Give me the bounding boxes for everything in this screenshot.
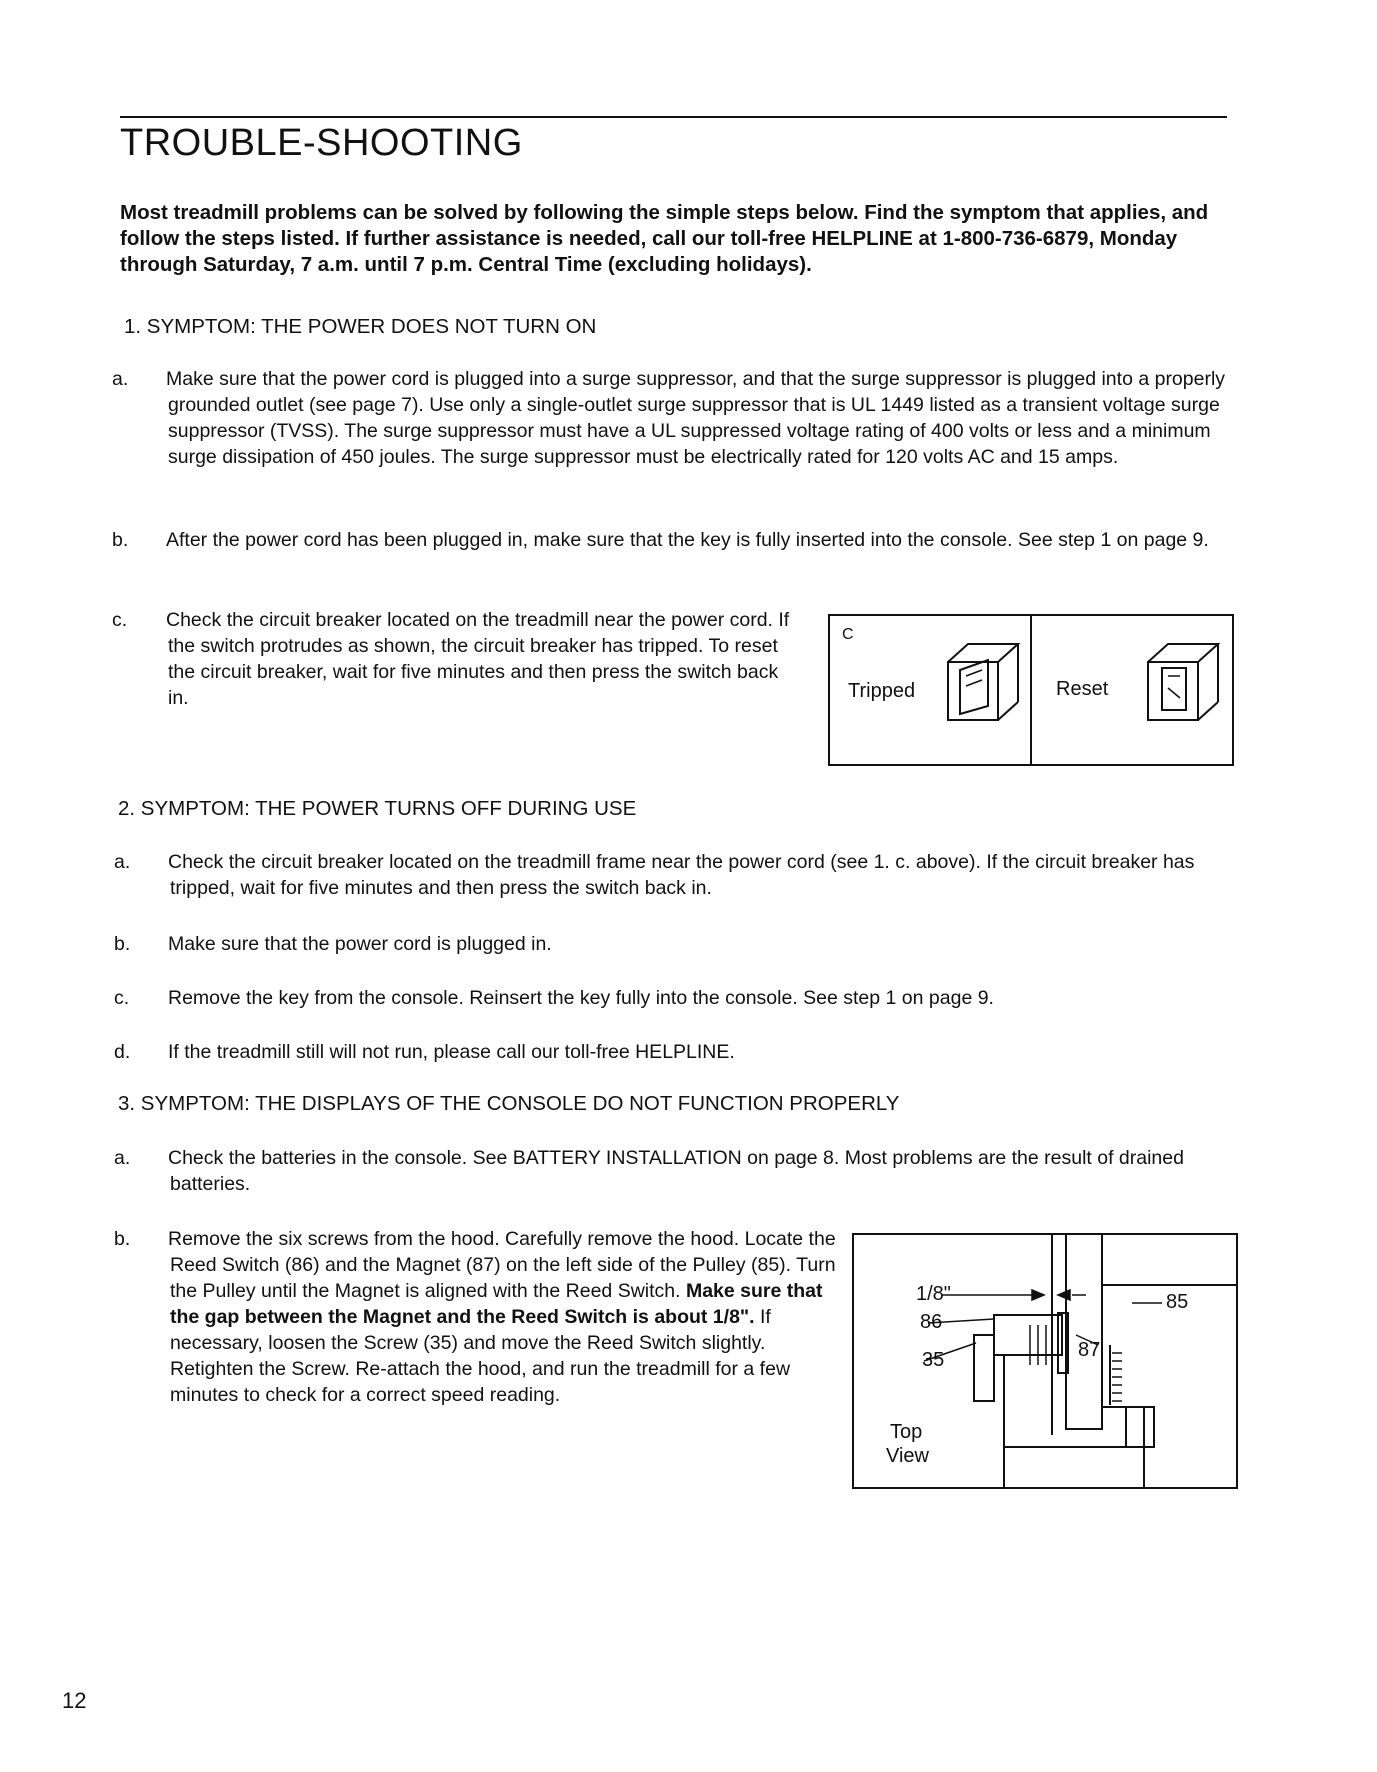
- part-35-label: 35: [922, 1349, 945, 1371]
- reed-switch-diagram: [852, 1233, 1238, 1489]
- circuit-breaker-diagram: [828, 614, 1234, 766]
- diagram-divider: [1030, 616, 1032, 764]
- part-87-label: 87: [1078, 1339, 1101, 1361]
- item-text-emphasis: Make sure that the gap between the Magnet and the Reed Switch is about 1/8".: [170, 1280, 823, 1328]
- view-label-line2: View: [886, 1445, 929, 1467]
- page-title: TROUBLE-SHOOTING: [120, 122, 523, 164]
- symptom-3-heading: 3. SYMPTOM: THE DISPLAYS OF THE CONSOLE DO NOT FUNCTION PROPERLY: [118, 1092, 900, 1115]
- item-text: Make sure that the power cord is plugged in.: [168, 933, 552, 955]
- reset-switch-icon: [1142, 640, 1222, 730]
- tripped-label: Tripped: [848, 680, 916, 702]
- item-text: If the treadmill still will not run, please call our toll-free HELPLINE.: [168, 1041, 735, 1063]
- item-marker: b.: [112, 529, 129, 551]
- symptom-3-item-b: [114, 1226, 846, 1408]
- view-label-line1: Top: [890, 1421, 923, 1443]
- symptom-3-item-a: [114, 1145, 1260, 1197]
- item-marker: c.: [112, 609, 128, 631]
- item-marker: b.: [114, 1228, 131, 1250]
- item-text-cont: If necessary, loosen the Screw (35) and move the Reed Switch slightly. Retighten the Screw. Re-attach the hood, and run the treadmill for a few minutes to check for a correct speed reading.: [170, 1306, 791, 1406]
- item-text: Check the batteries in the console. See BATTERY INSTALLATION on page 8. Most problems are the result of drained batteries.: [168, 1147, 1184, 1195]
- symptom-2-item-b: [114, 931, 1260, 957]
- item-text: Check the circuit breaker located on the treadmill near the power cord. If the switch protrudes as shown, the circuit breaker has tripped. To reset the circuit breaker, wait for five minutes and then press the switch back in.: [166, 609, 790, 709]
- item-text: After the power cord has been plugged in, make sure that the key is fully inserted into the console. See step 1 on page 9.: [166, 529, 1209, 551]
- symptom-1-item-c: [112, 607, 793, 711]
- symptom-2-item-d: [114, 1039, 1260, 1065]
- symptom-2-heading: 2. SYMPTOM: THE POWER TURNS OFF DURING USE: [118, 797, 637, 820]
- item-marker: b.: [114, 933, 131, 955]
- item-text: Remove the key from the console. Reinsert the key fully into the console. See step 1 on page 9.: [168, 987, 994, 1009]
- item-marker: d.: [114, 1041, 131, 1063]
- item-marker: a.: [114, 1147, 131, 1169]
- gap-label: 1/8": [916, 1283, 951, 1305]
- item-text: Make sure that the power cord is plugged into a surge suppressor, and that the surge suppressor is plugged into a properly grounded outlet (see page 7). Use only a single-outlet surge suppressor that is UL 1449 listed as a transient voltage surge suppressor (TVSS). The surge suppressor must have a UL suppressed voltage rating of 400 volts or less and a minimum surge dissipation of 450 joules. The surge suppressor must be electrically rated for 120 volts AC and 15 amps.: [166, 368, 1226, 468]
- item-text: Check the circuit breaker located on the treadmill frame near the power cord (see 1. c. above). If the circuit breaker has tripped, wait for five minutes and then press the switch back in.: [168, 851, 1195, 899]
- symptom-2-item-a: [114, 849, 1260, 901]
- item-text: Remove the six screws from the hood. Carefully remove the hood. Locate the Reed Switch (86) and the Magnet (87) on the left side of the Pulley (85). Turn the Pulley until the Magnet is aligned with the Reed Switch.: [168, 1228, 836, 1302]
- symptom-1-item-a: [112, 366, 1258, 470]
- tripped-switch-icon: [942, 640, 1022, 730]
- intro-paragraph: Most treadmill problems can be solved by following the simple steps below. Find the symptom that applies, and follow the steps listed. If further assistance is needed, call our toll-free HELPLINE at 1-800-736-6879, Monday through Saturday, 7 a.m. until 7 p.m. Central Time (excluding holidays).: [120, 201, 1209, 276]
- part-86-label: 86: [920, 1311, 943, 1333]
- symptom-1-item-b: [112, 527, 1258, 553]
- symptom-1-heading: 1. SYMPTOM: THE POWER DOES NOT TURN ON: [124, 315, 597, 338]
- header-rule: [120, 116, 1227, 118]
- diagram-letter: C: [842, 626, 854, 643]
- item-marker: a.: [114, 851, 131, 873]
- page-number: 12: [62, 1688, 87, 1713]
- part-85-label: 85: [1166, 1291, 1189, 1313]
- item-marker: a.: [112, 368, 129, 390]
- symptom-2-item-c: [114, 985, 1260, 1011]
- item-marker: c.: [114, 987, 130, 1009]
- reset-label: Reset: [1056, 678, 1109, 700]
